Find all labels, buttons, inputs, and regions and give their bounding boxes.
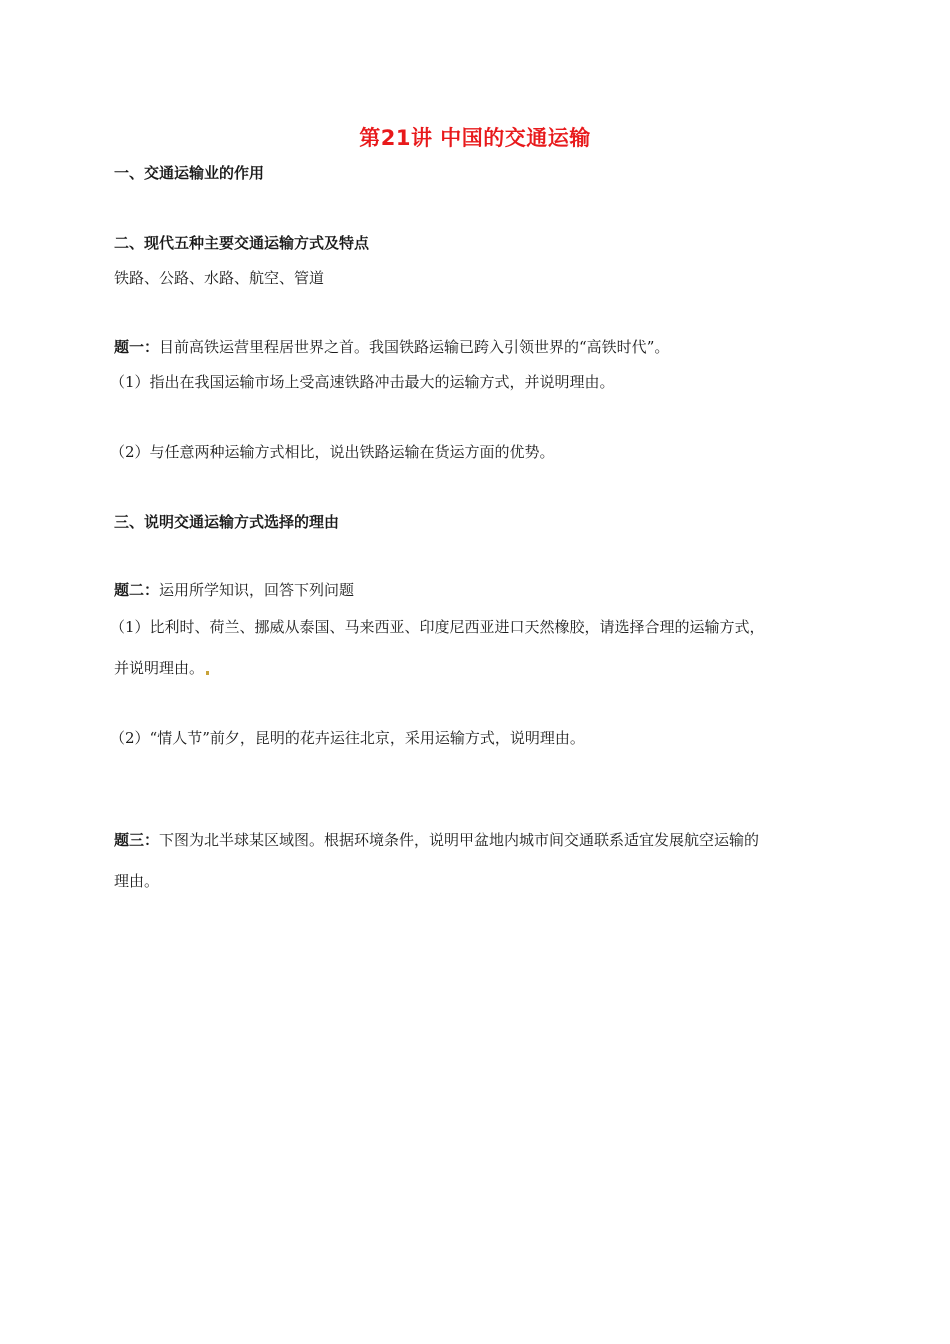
question-2-stem [114, 580, 354, 600]
question-2-part-1-line-1: （1）比利时、荷兰、挪威从泰国、马来西亚、印度尼西亚进口天然橡胶，请选择合理的运输方式， [110, 618, 765, 636]
question-1-stem [114, 337, 669, 357]
transport-modes-list: 铁路、公路、水路、航空、管道 [114, 269, 325, 287]
section-heading-choice: 三、说明交通运输方式选择的理由 [114, 513, 340, 531]
question-1-part-2: （2）与任意两种运输方式相比，说出铁路运输在货运方面的优势。 [110, 443, 555, 461]
question-2-part-1-line-2-text: 并说明理由。 [114, 659, 205, 677]
page-title: 第21讲 中国的交通运输 [359, 126, 591, 150]
question-2-label: 题二： [114, 581, 160, 599]
question-3-stem-line-2: 理由。 [114, 872, 160, 890]
question-1-label: 题一： [114, 338, 160, 356]
question-3-label: 题三： [114, 831, 160, 849]
section-heading-modes: 二、现代五种主要交通运输方式及特点 [114, 234, 370, 252]
question-3-stem-line-1 [114, 830, 759, 850]
question-1-part-1: （1）指出在我国运输市场上受高速铁路冲击最大的运输方式，并说明理由。 [110, 373, 615, 391]
question-3-text: 下图为北半球某区域图。根据环境条件，说明甲盆地内城市间交通联系适宜发展航空运输的 [159, 831, 760, 849]
question-2-part-2: （2）“情人节”前夕，昆明的花卉运往北京，采用运输方式，说明理由。 [110, 729, 585, 747]
question-2-text: 运用所学知识，回答下列问题 [159, 581, 355, 599]
stray-mark-dot [206, 671, 209, 675]
question-1-text: 目前高铁运营里程居世界之首。我国铁路运输已跨入引领世界的“高铁时代”。 [159, 338, 670, 356]
section-heading-role: 一、交通运输业的作用 [114, 164, 265, 182]
question-2-part-1-line-2 [114, 658, 209, 678]
